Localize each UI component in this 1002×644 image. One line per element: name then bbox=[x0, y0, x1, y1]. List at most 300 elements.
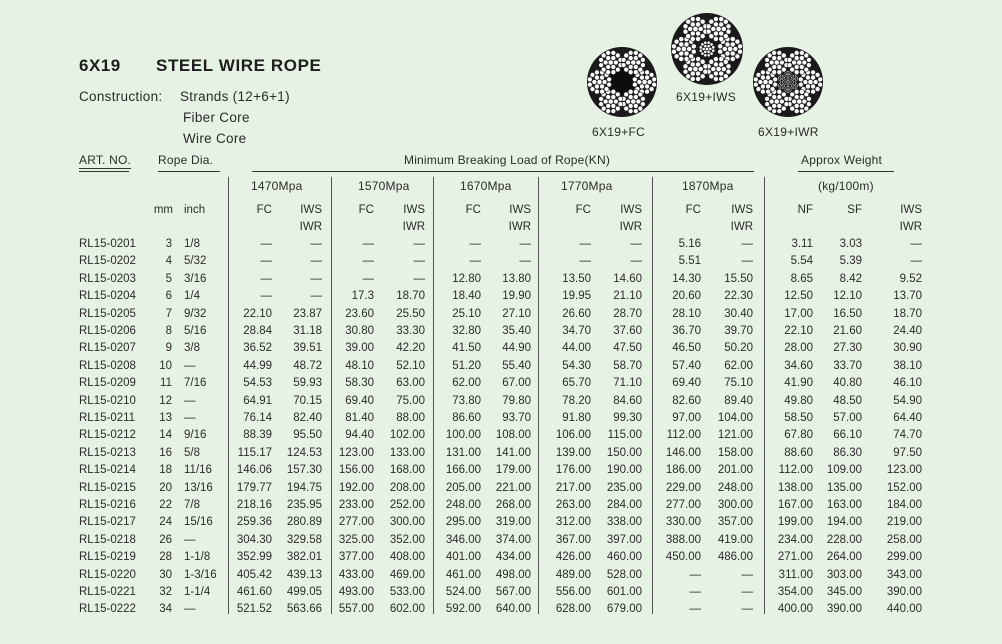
table-cell: 400.00 bbox=[777, 603, 813, 615]
header-art-no: ART. NO. bbox=[79, 153, 132, 167]
table-cell: 205.00 bbox=[445, 482, 481, 494]
diagram-label-iws: 6X19+IWS bbox=[676, 90, 737, 104]
subheader-iws: IWS bbox=[509, 204, 531, 216]
table-cell: 124.53 bbox=[286, 447, 322, 459]
table-cell: 1-1/4 bbox=[184, 586, 211, 598]
table-cell: 9/16 bbox=[184, 429, 207, 441]
table-cell: 33.70 bbox=[833, 360, 862, 372]
table-cell: 1-1/8 bbox=[184, 551, 211, 563]
table-cell: 5/32 bbox=[184, 255, 207, 267]
table-cell: 79.80 bbox=[502, 395, 531, 407]
table-cell: — bbox=[469, 255, 481, 267]
table-cell: 30.80 bbox=[345, 325, 374, 337]
table-cell: — bbox=[184, 534, 196, 546]
table-cell: 194.75 bbox=[286, 482, 322, 494]
table-cell: 52.10 bbox=[396, 360, 425, 372]
subheader-iwr: IWR bbox=[619, 221, 642, 233]
table-cell: 63.00 bbox=[396, 377, 425, 389]
table-row-art-no: RL15-0221 bbox=[79, 586, 136, 598]
table-cell: 39.00 bbox=[345, 342, 374, 354]
table-cell: 486.00 bbox=[717, 551, 753, 563]
table-cell: — bbox=[469, 238, 481, 250]
table-cell: 408.00 bbox=[389, 551, 425, 563]
table-row-art-no: RL15-0217 bbox=[79, 516, 136, 528]
table-cell: 14.30 bbox=[672, 273, 701, 285]
table-cell: 4 bbox=[165, 255, 172, 267]
table-cell: 41.50 bbox=[452, 342, 481, 354]
table-cell: 382.01 bbox=[286, 551, 322, 563]
table-cell: 419.00 bbox=[717, 534, 753, 546]
table-cell: 58.70 bbox=[613, 360, 642, 372]
table-cell: 8.65 bbox=[790, 273, 813, 285]
table-cell: 123.00 bbox=[338, 447, 374, 459]
table-cell: 440.00 bbox=[886, 603, 922, 615]
table-cell: 25.50 bbox=[396, 308, 425, 320]
table-cell: 405.42 bbox=[236, 569, 272, 581]
subheader-iws: IWS bbox=[620, 204, 642, 216]
table-cell: 48.50 bbox=[833, 395, 862, 407]
table-cell: 16.50 bbox=[833, 308, 862, 320]
subheader-sf: SF bbox=[847, 204, 862, 216]
table-cell: 13 bbox=[159, 412, 172, 424]
table-cell: 357.00 bbox=[717, 516, 753, 528]
rope-cross-section-iws-icon bbox=[670, 12, 744, 86]
table-cell: 325.00 bbox=[338, 534, 374, 546]
table-cell: 5.39 bbox=[839, 255, 862, 267]
table-row-art-no: RL15-0211 bbox=[79, 412, 136, 424]
grade-1470: 1470Mpa bbox=[251, 179, 303, 193]
table-cell: — bbox=[184, 360, 196, 372]
table-cell: 157.30 bbox=[286, 464, 322, 476]
table-cell: 25.10 bbox=[452, 308, 481, 320]
table-cell: 22.30 bbox=[724, 290, 753, 302]
table-cell: 30.90 bbox=[893, 342, 922, 354]
grade-1670: 1670Mpa bbox=[460, 179, 512, 193]
table-cell: 8 bbox=[165, 325, 172, 337]
table-cell: — bbox=[260, 255, 272, 267]
table-cell: 5.51 bbox=[678, 255, 701, 267]
table-cell: 640.00 bbox=[495, 603, 531, 615]
table-row-art-no: RL15-0214 bbox=[79, 464, 136, 476]
table-cell: 97.00 bbox=[672, 412, 701, 424]
table-cell: 489.00 bbox=[555, 569, 591, 581]
table-cell: 299.00 bbox=[886, 551, 922, 563]
table-cell: 102.00 bbox=[389, 429, 425, 441]
table-cell: 9.52 bbox=[899, 273, 922, 285]
table-cell: 277.00 bbox=[338, 516, 374, 528]
table-cell: 426.00 bbox=[555, 551, 591, 563]
table-cell: 131.00 bbox=[445, 447, 481, 459]
table-cell: 434.00 bbox=[495, 551, 531, 563]
table-cell: 16 bbox=[159, 447, 172, 459]
table-cell: 24 bbox=[159, 516, 172, 528]
table-cell: — bbox=[260, 290, 272, 302]
subheader-weight-iws: IWS bbox=[900, 204, 922, 216]
subheader-iws: IWS bbox=[403, 204, 425, 216]
table-cell: 7/16 bbox=[184, 377, 207, 389]
subheader-fc: FC bbox=[358, 204, 374, 216]
table-cell: 15.50 bbox=[724, 273, 753, 285]
table-cell: 377.00 bbox=[338, 551, 374, 563]
table-cell: 433.00 bbox=[338, 569, 374, 581]
table-cell: 179.77 bbox=[236, 482, 272, 494]
table-cell: 679.00 bbox=[606, 603, 642, 615]
table-cell: 13/16 bbox=[184, 482, 213, 494]
table-cell: — bbox=[413, 255, 425, 267]
page-title-code: 6X19 bbox=[79, 56, 121, 75]
table-row-art-no: RL15-0207 bbox=[79, 342, 136, 354]
header-rope-dia: Rope Dia. bbox=[158, 153, 214, 167]
table-cell: 20 bbox=[159, 482, 172, 494]
table-cell: 5 bbox=[165, 273, 172, 285]
table-cell: 28 bbox=[159, 551, 172, 563]
table-cell: 330.00 bbox=[665, 516, 701, 528]
table-cell: 141.00 bbox=[495, 447, 531, 459]
table-cell: 138.00 bbox=[777, 482, 813, 494]
table-cell: 374.00 bbox=[495, 534, 531, 546]
subheader-fc: FC bbox=[685, 204, 701, 216]
table-cell: 367.00 bbox=[555, 534, 591, 546]
table-cell: 601.00 bbox=[606, 586, 642, 598]
table-cell: 338.00 bbox=[606, 516, 642, 528]
table-cell: 156.00 bbox=[338, 464, 374, 476]
header-mbl-rule bbox=[252, 171, 754, 172]
table-cell: 460.00 bbox=[606, 551, 642, 563]
table-cell: — bbox=[184, 603, 196, 615]
table-cell: 9/32 bbox=[184, 308, 207, 320]
table-cell: 248.00 bbox=[445, 499, 481, 511]
table-cell: 54.53 bbox=[243, 377, 272, 389]
table-cell: 91.80 bbox=[562, 412, 591, 424]
table-cell: — bbox=[741, 569, 753, 581]
table-row-art-no: RL15-0220 bbox=[79, 569, 136, 581]
table-cell: 304.30 bbox=[236, 534, 272, 546]
table-row-art-no: RL15-0209 bbox=[79, 377, 136, 389]
table-cell: 23.60 bbox=[345, 308, 374, 320]
table-cell: 89.40 bbox=[724, 395, 753, 407]
table-cell: 51.20 bbox=[452, 360, 481, 372]
table-row-art-no: RL15-0218 bbox=[79, 534, 136, 546]
rope-cross-section-fiber-core-icon bbox=[586, 46, 658, 118]
table-cell: 28.10 bbox=[672, 308, 701, 320]
table-cell: 499.05 bbox=[286, 586, 322, 598]
table-cell: 34 bbox=[159, 603, 172, 615]
table-cell: 228.00 bbox=[826, 534, 862, 546]
table-cell: — bbox=[310, 255, 322, 267]
table-row-art-no: RL15-0203 bbox=[79, 273, 136, 285]
table-cell: 21.60 bbox=[833, 325, 862, 337]
table-row-art-no: RL15-0213 bbox=[79, 447, 136, 459]
table-cell: — bbox=[184, 412, 196, 424]
table-cell: — bbox=[579, 255, 591, 267]
table-cell: 461.60 bbox=[236, 586, 272, 598]
table-cell: 62.00 bbox=[724, 360, 753, 372]
table-cell: — bbox=[689, 569, 701, 581]
table-row-art-no: RL15-0215 bbox=[79, 482, 136, 494]
table-cell: 18.40 bbox=[452, 290, 481, 302]
table-cell: 55.40 bbox=[502, 360, 531, 372]
table-cell: 40.80 bbox=[833, 377, 862, 389]
table-cell: 218.16 bbox=[236, 499, 272, 511]
table-cell: 192.00 bbox=[338, 482, 374, 494]
table-cell: 235.95 bbox=[286, 499, 322, 511]
table-cell: 28.84 bbox=[243, 325, 272, 337]
construction-line-strands: Strands (12+6+1) bbox=[180, 89, 290, 104]
table-cell: 397.00 bbox=[606, 534, 642, 546]
table-cell: — bbox=[310, 290, 322, 302]
table-cell: 469.00 bbox=[389, 569, 425, 581]
table-cell: 82.60 bbox=[672, 395, 701, 407]
table-cell: 41.90 bbox=[784, 377, 813, 389]
subheader-iws: IWS bbox=[731, 204, 753, 216]
table-cell: 602.00 bbox=[389, 603, 425, 615]
table-cell: 135.00 bbox=[826, 482, 862, 494]
table-cell: 19.90 bbox=[502, 290, 531, 302]
table-cell: 343.00 bbox=[886, 569, 922, 581]
table-cell: 524.00 bbox=[445, 586, 481, 598]
construction-line-fiber-core: Fiber Core bbox=[183, 110, 250, 125]
table-cell: 190.00 bbox=[606, 464, 642, 476]
subheader-fc: FC bbox=[465, 204, 481, 216]
table-cell: 26.60 bbox=[562, 308, 591, 320]
table-cell: 1/4 bbox=[184, 290, 200, 302]
table-cell: 36.52 bbox=[243, 342, 272, 354]
table-cell: 100.00 bbox=[445, 429, 481, 441]
table-cell: 32.80 bbox=[452, 325, 481, 337]
subheader-nf: NF bbox=[797, 204, 813, 216]
table-cell: 345.00 bbox=[826, 586, 862, 598]
table-cell: 258.00 bbox=[886, 534, 922, 546]
table-cell: 186.00 bbox=[665, 464, 701, 476]
table-row-art-no: RL15-0222 bbox=[79, 603, 136, 615]
table-cell: 10 bbox=[159, 360, 172, 372]
table-cell: 42.20 bbox=[396, 342, 425, 354]
table-cell: 14.60 bbox=[613, 273, 642, 285]
table-cell: 94.40 bbox=[345, 429, 374, 441]
table-cell: 74.70 bbox=[893, 429, 922, 441]
page-title: STEEL WIRE ROPE bbox=[156, 56, 322, 75]
table-cell: 13.50 bbox=[562, 273, 591, 285]
table-cell: 18 bbox=[159, 464, 172, 476]
table-cell: 19.95 bbox=[562, 290, 591, 302]
table-cell: 521.52 bbox=[236, 603, 272, 615]
subheader-weight-iwr: IWR bbox=[899, 221, 922, 233]
table-cell: — bbox=[741, 603, 753, 615]
table-cell: 259.36 bbox=[236, 516, 272, 528]
table-cell: 33.30 bbox=[396, 325, 425, 337]
table-cell: 67.00 bbox=[502, 377, 531, 389]
table-row-art-no: RL15-0202 bbox=[79, 255, 136, 267]
table-cell: 628.00 bbox=[555, 603, 591, 615]
table-cell: 280.89 bbox=[286, 516, 322, 528]
table-cell: 166.00 bbox=[445, 464, 481, 476]
table-cell: 390.00 bbox=[886, 586, 922, 598]
table-cell: 221.00 bbox=[495, 482, 531, 494]
table-cell: 86.30 bbox=[833, 447, 862, 459]
table-cell: 533.00 bbox=[389, 586, 425, 598]
table-cell: 75.00 bbox=[396, 395, 425, 407]
grade-1870: 1870Mpa bbox=[682, 179, 734, 193]
table-cell: 69.40 bbox=[672, 377, 701, 389]
diagram-label-iwr: 6X19+IWR bbox=[758, 125, 819, 139]
table-cell: 11/16 bbox=[184, 464, 212, 476]
table-cell: 233.00 bbox=[338, 499, 374, 511]
table-cell: 401.00 bbox=[445, 551, 481, 563]
table-cell: 450.00 bbox=[665, 551, 701, 563]
table-cell: 18.70 bbox=[396, 290, 425, 302]
table-cell: 234.00 bbox=[777, 534, 813, 546]
subheader-iwr: IWR bbox=[508, 221, 531, 233]
subheader-iwr: IWR bbox=[299, 221, 322, 233]
table-cell: 352.99 bbox=[236, 551, 272, 563]
table-cell: 84.60 bbox=[613, 395, 642, 407]
table-cell: 15/16 bbox=[184, 516, 213, 528]
table-cell: 329.58 bbox=[286, 534, 322, 546]
table-cell: 34.70 bbox=[562, 325, 591, 337]
table-row-art-no: RL15-0205 bbox=[79, 308, 136, 320]
table-cell: 592.00 bbox=[445, 603, 481, 615]
table-cell: 12 bbox=[159, 395, 172, 407]
table-cell: 5.54 bbox=[790, 255, 813, 267]
table-cell: 47.50 bbox=[613, 342, 642, 354]
table-cell: 59.93 bbox=[293, 377, 322, 389]
table-cell: 461.00 bbox=[445, 569, 481, 581]
table-cell: 97.50 bbox=[893, 447, 922, 459]
table-cell: 3/8 bbox=[184, 342, 200, 354]
table-cell: 271.00 bbox=[777, 551, 813, 563]
table-cell: 50.20 bbox=[724, 342, 753, 354]
table-cell: 36.70 bbox=[672, 325, 701, 337]
table-cell: 75.10 bbox=[724, 377, 753, 389]
table-row-art-no: RL15-0216 bbox=[79, 499, 136, 511]
table-cell: — bbox=[362, 273, 374, 285]
table-cell: 65.70 bbox=[562, 377, 591, 389]
header-rope-dia-rule bbox=[158, 171, 220, 172]
table-cell: 109.00 bbox=[826, 464, 862, 476]
table-cell: 22.10 bbox=[243, 308, 272, 320]
table-cell: 277.00 bbox=[665, 499, 701, 511]
table-cell: 354.00 bbox=[777, 586, 813, 598]
table-cell: 388.00 bbox=[665, 534, 701, 546]
table-cell: 48.10 bbox=[345, 360, 374, 372]
table-cell: 7 bbox=[165, 308, 172, 320]
table-cell: 93.70 bbox=[502, 412, 531, 424]
table-cell: 139.00 bbox=[555, 447, 591, 459]
table-cell: 7/8 bbox=[184, 499, 200, 511]
table-cell: 58.50 bbox=[784, 412, 813, 424]
table-cell: 439.13 bbox=[286, 569, 322, 581]
table-cell: — bbox=[910, 238, 922, 250]
table-cell: — bbox=[741, 238, 753, 250]
table-cell: 556.00 bbox=[555, 586, 591, 598]
subheader-fc: FC bbox=[256, 204, 272, 216]
table-row-art-no: RL15-0206 bbox=[79, 325, 136, 337]
table-cell: — bbox=[630, 238, 642, 250]
table-cell: 312.00 bbox=[555, 516, 591, 528]
table-cell: 13.80 bbox=[502, 273, 531, 285]
table-cell: 95.50 bbox=[293, 429, 322, 441]
table-cell: 69.40 bbox=[345, 395, 374, 407]
table-cell: 346.00 bbox=[445, 534, 481, 546]
subheader-iwr: IWR bbox=[730, 221, 753, 233]
table-cell: 23.87 bbox=[293, 308, 322, 320]
table-cell: 493.00 bbox=[338, 586, 374, 598]
table-cell: 3.11 bbox=[791, 238, 813, 250]
table-cell: 27.10 bbox=[502, 308, 531, 320]
table-cell: 78.20 bbox=[562, 395, 591, 407]
table-cell: — bbox=[260, 273, 272, 285]
table-cell: 5/8 bbox=[184, 447, 200, 459]
table-cell: 38.10 bbox=[893, 360, 922, 372]
table-cell: 8.42 bbox=[839, 273, 862, 285]
table-cell: 13.70 bbox=[893, 290, 922, 302]
table-cell: 88.39 bbox=[243, 429, 272, 441]
table-cell: 57.00 bbox=[833, 412, 862, 424]
table-cell: 146.06 bbox=[236, 464, 272, 476]
diagram-label-fc: 6X19+FC bbox=[592, 125, 646, 139]
table-cell: 150.00 bbox=[606, 447, 642, 459]
table-cell: 27.30 bbox=[833, 342, 862, 354]
construction-line-wire-core: Wire Core bbox=[183, 131, 247, 146]
table-cell: — bbox=[310, 273, 322, 285]
table-cell: 498.00 bbox=[495, 569, 531, 581]
table-cell: 28.00 bbox=[784, 342, 813, 354]
table-cell: 48.72 bbox=[293, 360, 322, 372]
table-cell: 115.00 bbox=[607, 429, 642, 441]
table-cell: 24.40 bbox=[893, 325, 922, 337]
construction-label: Construction: bbox=[79, 89, 163, 104]
table-cell: 18.70 bbox=[893, 308, 922, 320]
table-cell: — bbox=[910, 255, 922, 267]
table-cell: 9 bbox=[165, 342, 172, 354]
table-cell: — bbox=[630, 255, 642, 267]
table-cell: 62.00 bbox=[452, 377, 481, 389]
table-cell: — bbox=[413, 238, 425, 250]
table-cell: — bbox=[741, 586, 753, 598]
table-row-art-no: RL15-0208 bbox=[79, 360, 136, 372]
table-cell: 3.03 bbox=[839, 238, 862, 250]
table-cell: 66.10 bbox=[833, 429, 862, 441]
table-cell: 64.91 bbox=[243, 395, 272, 407]
table-cell: 168.00 bbox=[389, 464, 425, 476]
weight-unit: (kg/100m) bbox=[818, 179, 874, 193]
table-cell: 528.00 bbox=[606, 569, 642, 581]
table-cell: 57.40 bbox=[672, 360, 701, 372]
table-cell: 17.00 bbox=[784, 308, 813, 320]
table-cell: 3/16 bbox=[184, 273, 207, 285]
table-cell: 12.80 bbox=[452, 273, 481, 285]
table-cell: — bbox=[689, 586, 701, 598]
table-cell: 34.60 bbox=[784, 360, 813, 372]
table-cell: 268.00 bbox=[495, 499, 531, 511]
table-cell: 86.60 bbox=[452, 412, 481, 424]
table-cell: 3 bbox=[165, 238, 172, 250]
subheader-iwr: IWR bbox=[402, 221, 425, 233]
table-cell: 176.00 bbox=[555, 464, 591, 476]
table-row-art-no: RL15-0219 bbox=[79, 551, 136, 563]
table-cell: — bbox=[184, 395, 196, 407]
table-cell: — bbox=[689, 603, 701, 615]
table-cell: 17.3 bbox=[351, 290, 374, 302]
table-cell: 5.16 bbox=[678, 238, 701, 250]
table-cell: 112.00 bbox=[666, 429, 701, 441]
table-cell: 1/8 bbox=[184, 238, 200, 250]
table-cell: 390.00 bbox=[826, 603, 862, 615]
table-cell: 217.00 bbox=[555, 482, 591, 494]
header-mbl: Minimum Breaking Load of Rope(KN) bbox=[404, 153, 611, 167]
table-cell: 163.00 bbox=[826, 499, 862, 511]
table-cell: 284.00 bbox=[606, 499, 642, 511]
